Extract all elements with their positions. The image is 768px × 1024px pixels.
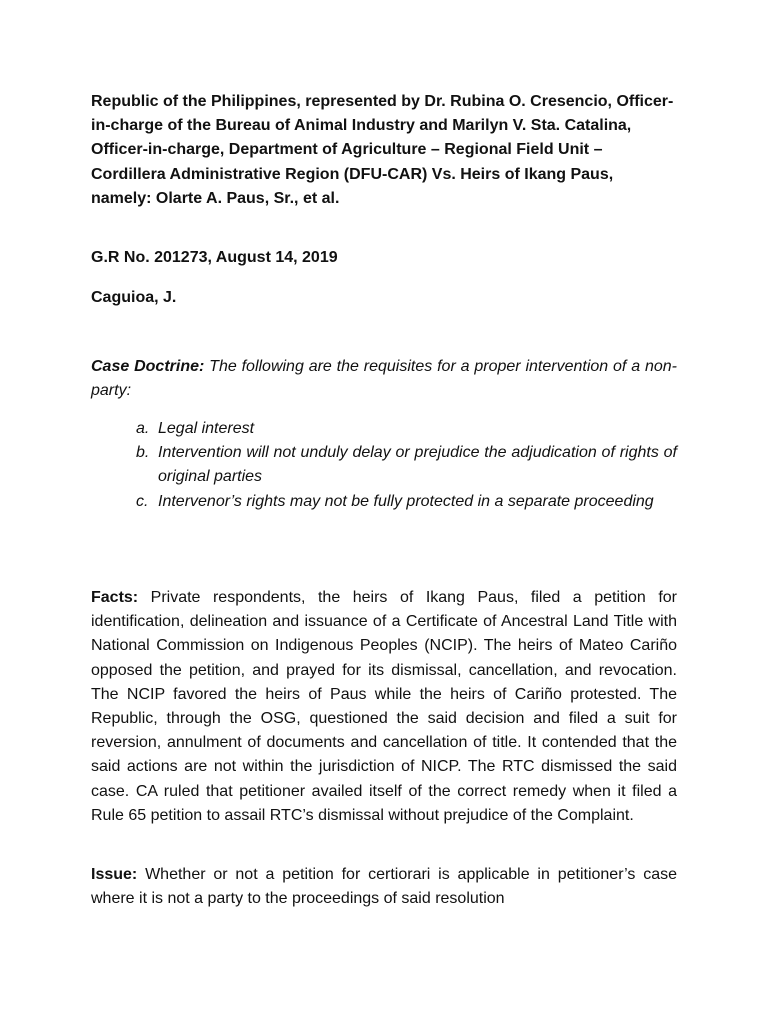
ponente: Caguioa, J.: [91, 289, 177, 306]
requisite-text: Intervention will not unduly delay or prejudice the adjudication of rights of original parties: [158, 444, 677, 486]
list-marker: a.: [136, 420, 150, 437]
doctrine-text: The following are the requisites for a proper intervention of a non-party:: [91, 358, 677, 400]
doctrine-label: Case Doctrine:: [91, 358, 205, 375]
list-marker: c.: [136, 492, 149, 510]
list-marker: b.: [136, 444, 150, 462]
requisite-text: Legal interest: [158, 420, 255, 437]
issue-paragraph: [91, 863, 677, 911]
list-item: [91, 441, 677, 489]
gr-number: G.R No. 201273, August 14, 2019: [91, 249, 338, 266]
issue-label: Issue:: [91, 866, 138, 883]
list-item: [91, 490, 677, 514]
requisites-list: [91, 417, 677, 514]
case-doctrine: [91, 355, 677, 403]
facts-paragraph: [91, 586, 677, 828]
case-title: Republic of the Philippines, represented by Dr. Rubina O. Cresencio, Officer-in-charge of the Bureau of Animal Industry and Marilyn V. Sta. Catalina, Officer-in-charge, Department of Agriculture – Regional Field Unit – Cordillera Administrative Region (DFU-CAR) Vs. Heirs of Ikang Paus, namely: Olarte A. Paus, Sr., et al.: [91, 93, 674, 207]
facts-label: Facts:: [91, 589, 139, 606]
list-item: [91, 417, 677, 441]
facts-text: Private respondents, the heirs of Ikang Paus, filed a petition for identification, delineation and issuance of a Certificate of Ancestral Land Title with National Commission on Indigenous Peoples (NCIP). The heirs of Mateo Cariño opposed the petition, and prayed for its dismissal, cancellation, and revocation. The NCIP favored the heirs of Paus while the heirs of Cariño protested. The Republic, through the OSG, questioned the said decision and filed a suit for reversion, annulment of documents and cancellation of title. It contended that the said actions are not within the jurisdiction of NICP. The RTC dismissed the said case. CA ruled that petitioner availed itself of the correct remedy when it filed a Rule 65 petition to assail RTC’s dismissal without prejudice of the Complaint.: [91, 589, 677, 824]
issue-text: Whether or not a petition for certiorari is applicable in petitioner’s case where it is not a party to the proceedings of said resolution: [91, 866, 677, 908]
requisite-text: Intervenor’s rights may not be fully protected in a separate proceeding: [158, 492, 654, 510]
document-page: [91, 90, 677, 908]
